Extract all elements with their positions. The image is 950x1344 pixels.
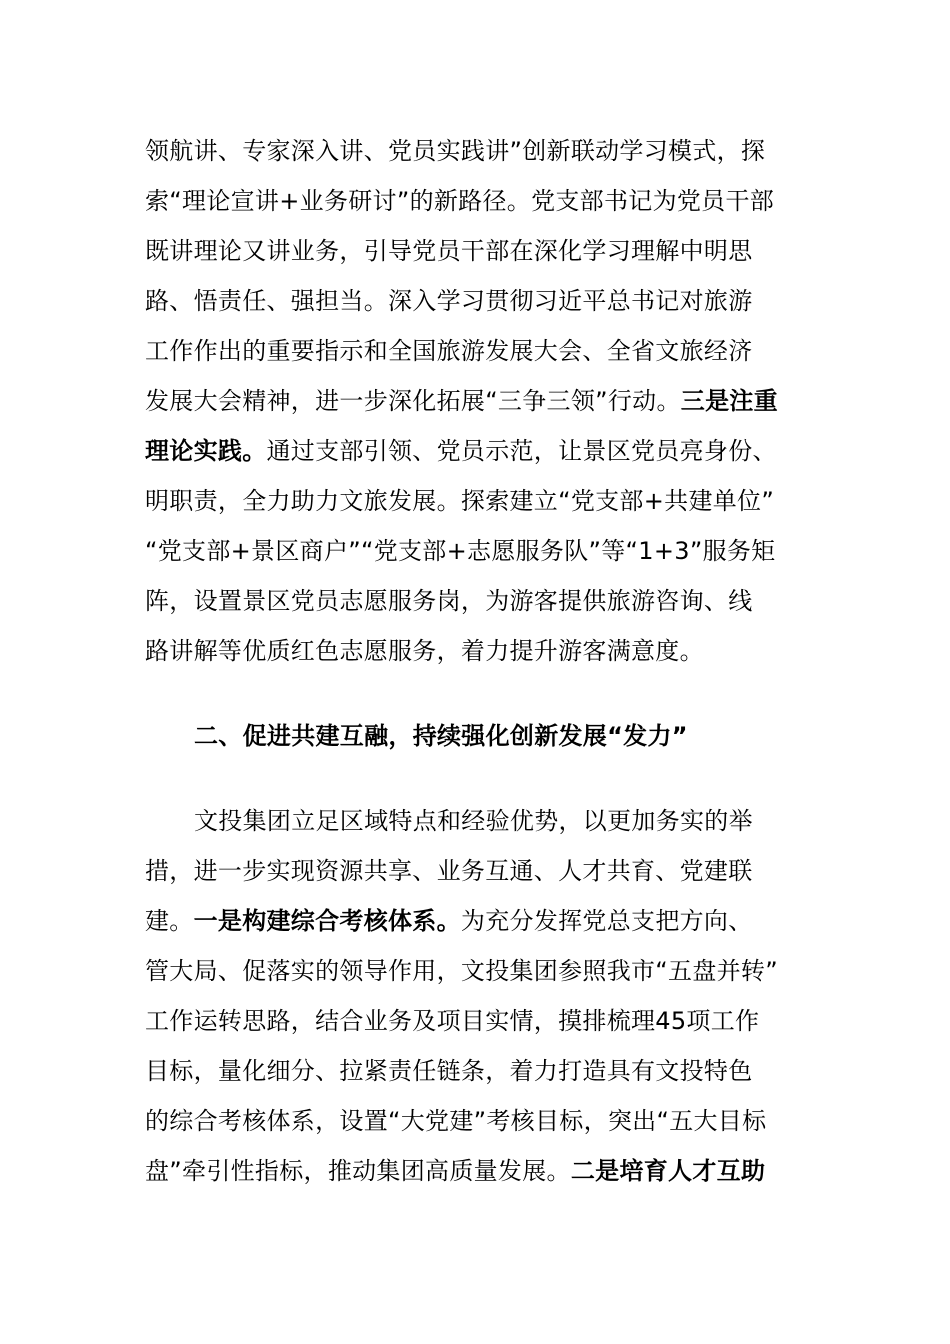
text-run: 建。 [145, 907, 194, 935]
text-run: 通过支部引领、党员示范，让景区党员亮身份、 [266, 437, 777, 465]
text-line: 工作运转思路，结合业务及项目实情，摸排梳理45项工作 [145, 1007, 760, 1035]
text-line [145, 1146, 805, 1196]
bold-point-label: 理论实践。 [145, 437, 267, 465]
text-line [145, 426, 805, 476]
text-line: 既讲理论又讲业务，引导党员干部在深化学习理解中明思 [145, 237, 753, 265]
text-line: 管大局、促落实的领导作用，文投集团参照我市“五盘并转” [145, 957, 778, 985]
text-line: “党支部+景区商户”“党支部+志愿服务队”等“1+3”服务矩 [145, 537, 776, 565]
bold-point-label: 三是注重 [680, 387, 778, 415]
bold-point-label: 一是构建综合考核体系。 [193, 907, 461, 935]
text-run: 发展大会精神，进一步深化拓展“三争三领”行动。 [145, 387, 681, 415]
text-line: 阵，设置景区党员志愿服务岗，为游客提供旅游咨询、线 [145, 587, 753, 615]
section-heading: 二、促进共建互融，持续强化创新发展“发力” [194, 722, 688, 750]
text-line: 明职责，全力助力文旅发展。探索建立“党支部+共建单位” [145, 487, 775, 515]
text-line: 领航讲、专家深入讲、党员实践讲”创新联动学习模式，探 [145, 137, 766, 165]
text-line [145, 896, 805, 946]
text-run: 盘”牵引性指标，推动集团高质量发展。 [145, 1157, 571, 1185]
text-line: 路讲解等优质红色志愿服务，着力提升游客满意度。 [145, 637, 704, 665]
text-run: 为充分发挥党总支把方向、 [460, 907, 753, 935]
text-line: 的综合考核体系，设置“大党建”考核目标，突出“五大目标 [145, 1107, 767, 1135]
paragraph-party-learning [145, 126, 805, 676]
text-line: 索“理论宣讲+业务研讨”的新路径。党支部书记为党员干部 [145, 187, 775, 215]
text-line: 工作作出的重要指示和全国旅游发展大会、全省文旅经济 [145, 337, 753, 365]
text-line: 文投集团立足区域特点和经验优势，以更加务实的举 [194, 807, 753, 835]
bold-point-label: 二是培育人才互助 [570, 1157, 766, 1185]
paragraph-joint-construction [145, 796, 805, 1196]
text-line: 措，进一步实现资源共享、业务互通、人才共育、党建联 [145, 857, 753, 885]
text-line: 目标，量化细分、拉紧责任链条，着力打造具有文投特色 [145, 1057, 753, 1085]
text-line: 路、悟责任、强担当。深入学习贯彻习近平总书记对旅游 [145, 287, 753, 315]
text-line [145, 376, 805, 426]
